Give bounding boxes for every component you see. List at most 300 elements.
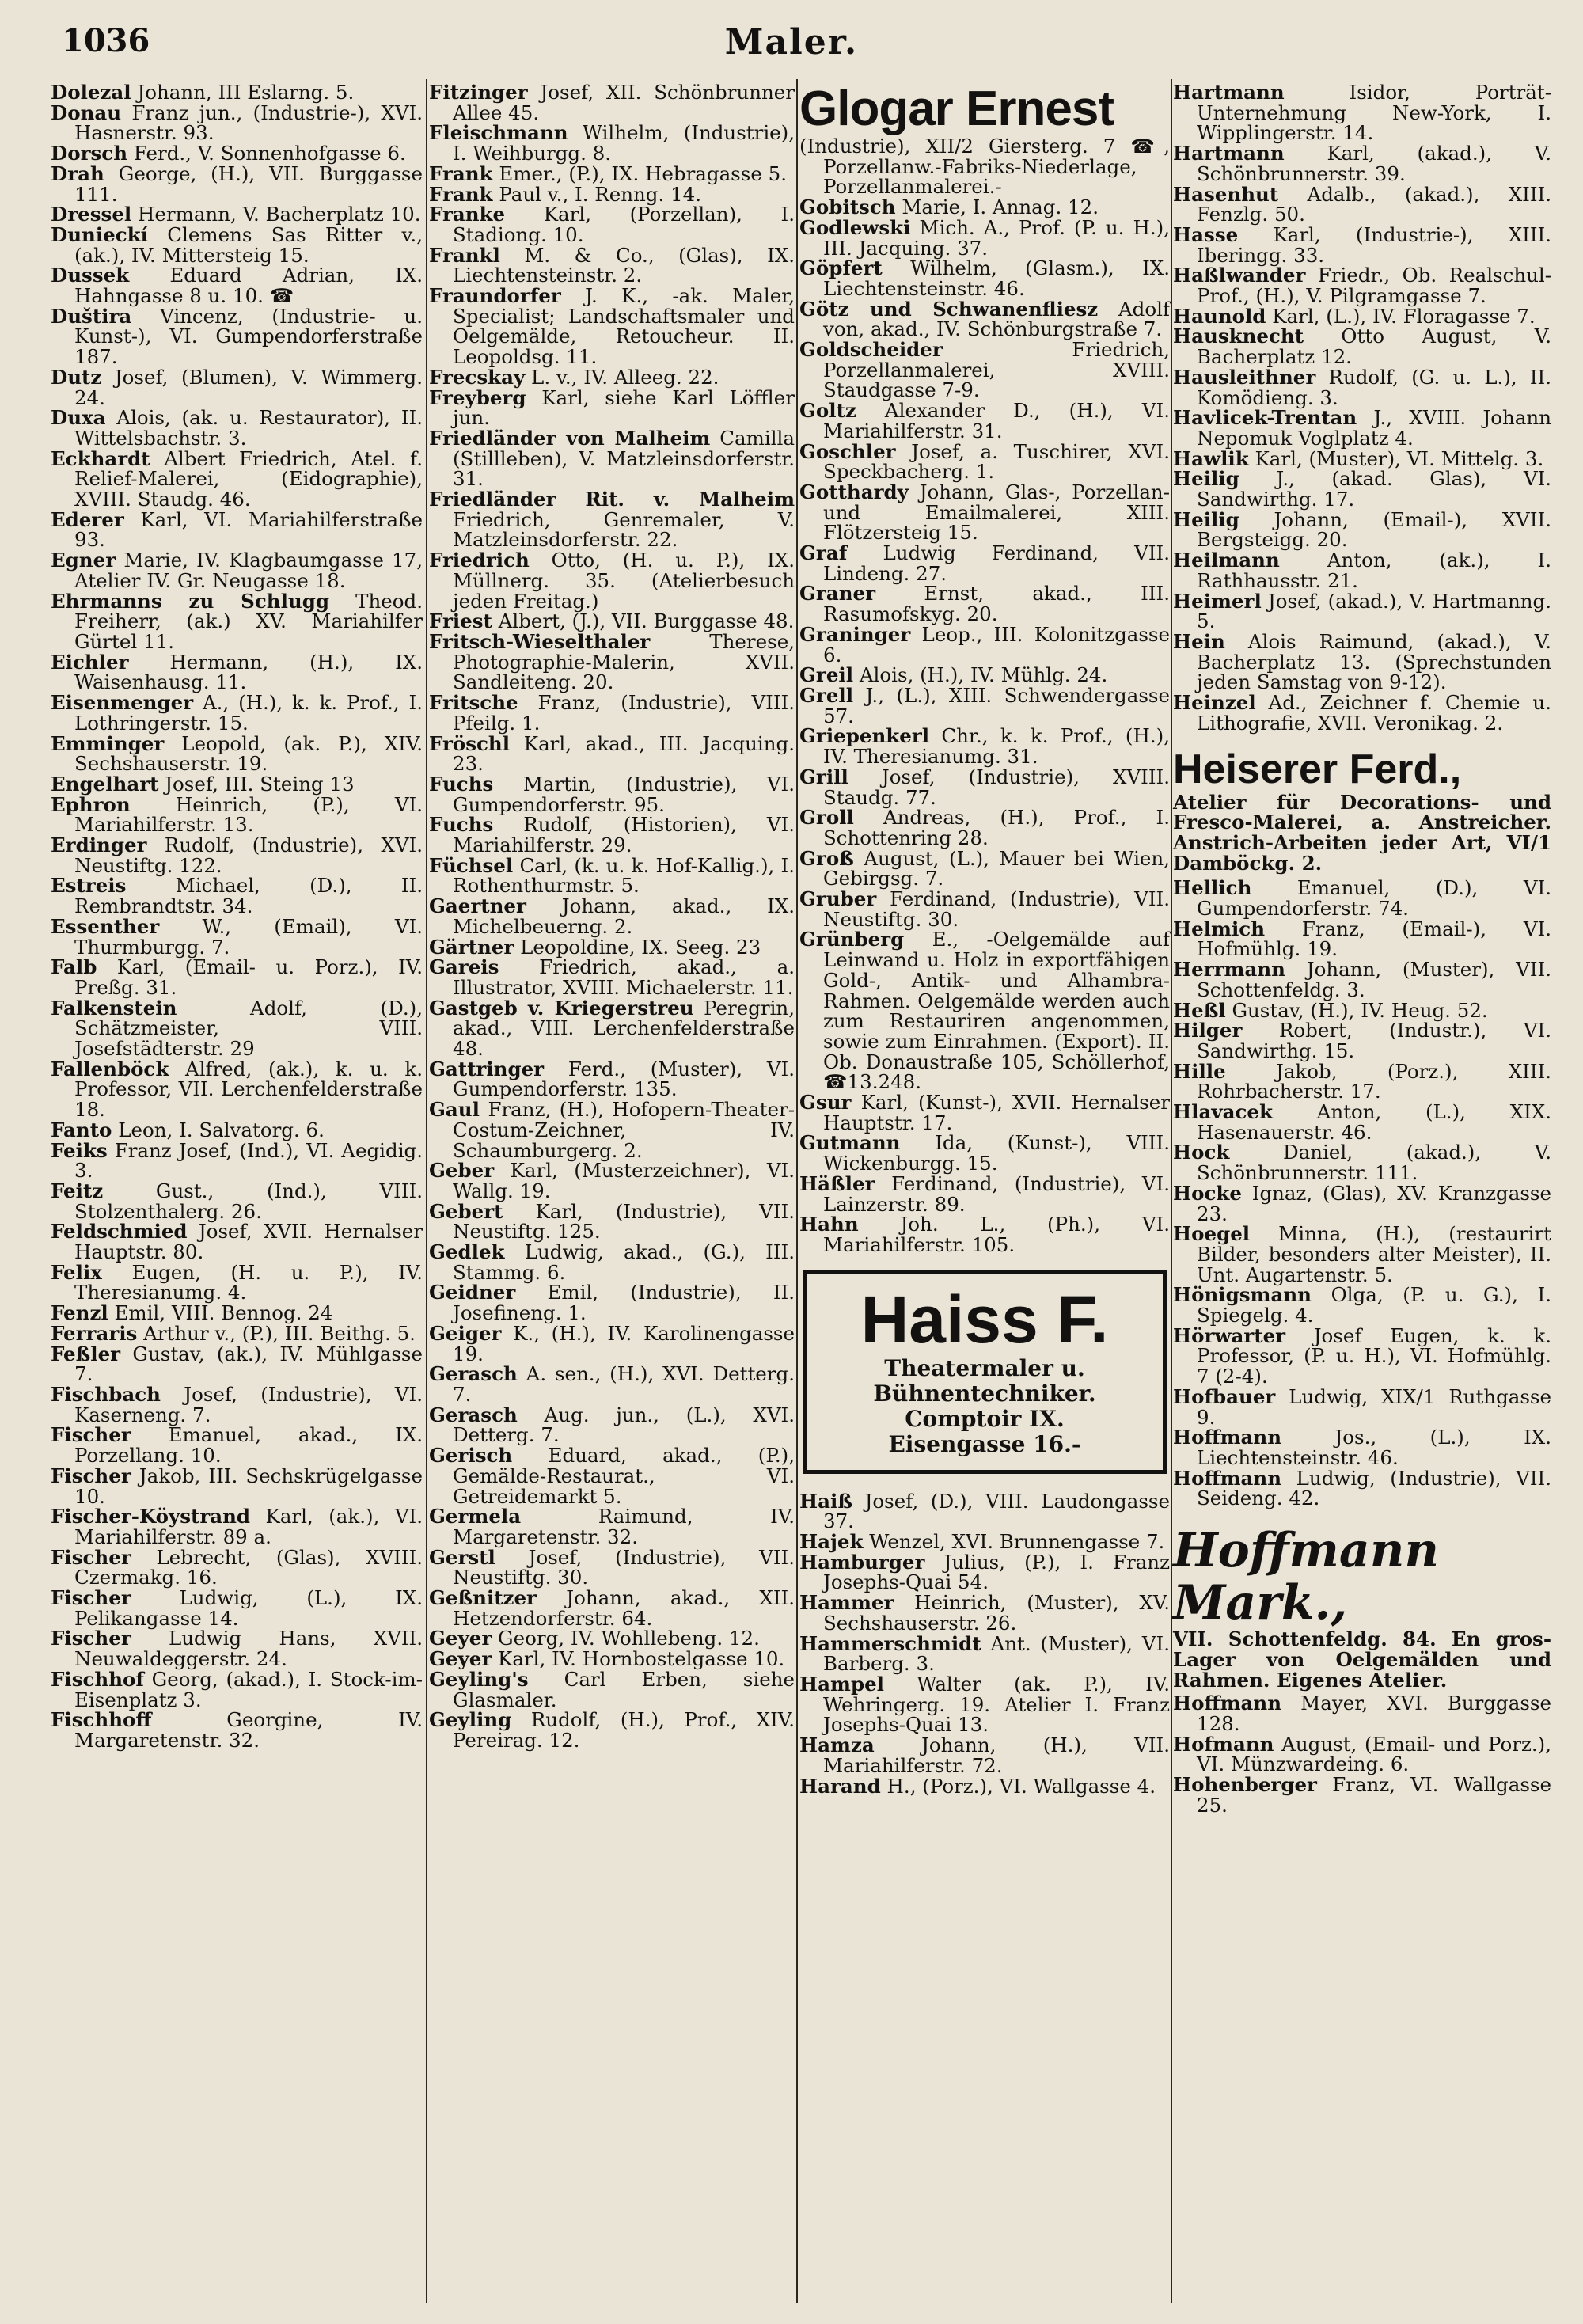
- column-3: [799, 82, 1170, 1796]
- directory-entry: [1173, 1693, 1551, 1734]
- entry-details: Heinrich, (P.), VI. Mariahilferstr. 13.: [74, 792, 423, 837]
- entry-details: Johann, III Eslarng. 5.: [131, 81, 355, 104]
- entry-details: Eugen, (H. u. P.), IV. Theresianumg. 4.: [74, 1260, 423, 1304]
- ad-haiss-line1: Theatermaler u. Bühnentechniker. Comptoir IX.: [873, 1354, 1096, 1432]
- entry-name: Grill: [799, 765, 848, 788]
- entry-name: Füchsel: [429, 853, 514, 877]
- directory-entry: [429, 998, 795, 1059]
- entry-name: Hörwarter: [1173, 1323, 1286, 1347]
- directory-entry: [51, 792, 423, 837]
- directory-entry: [429, 367, 795, 388]
- entry-details: Karl, (ak.), VI. Mariahilferstr. 89 a.: [74, 1505, 423, 1548]
- entry-details: Rudolf, (G. u. L.), II. Komödieng. 3.: [1197, 365, 1551, 409]
- entry-details: Ignaz, (Glas), XV. Kranzgasse 23.: [1197, 1181, 1551, 1225]
- entry-details: Chr., k. k. Prof., (H.), IV. Theresianumg. 31.: [823, 724, 1170, 769]
- entry-name: Gsur: [799, 1091, 852, 1115]
- entry-details: W., (Email), VI. Thurmburgg. 7.: [74, 914, 423, 959]
- entry-details: Albert, (J.), VII. Burggasse 48.: [492, 609, 795, 633]
- directory-entry: [429, 82, 795, 123]
- directory-entry: [1173, 469, 1551, 509]
- directory-entry: [799, 1133, 1170, 1173]
- entry-name: Hahn: [799, 1213, 859, 1236]
- ad-hoffmann-title: Hoffmann Mark.,: [1173, 1523, 1439, 1631]
- directory-entry: [51, 550, 423, 590]
- entry-details: Emil, (Industrie), II. Josefineng. 1.: [453, 1281, 795, 1325]
- entry-name: Haunold: [1173, 304, 1266, 328]
- directory-entry: [799, 543, 1170, 583]
- entry-name: Groll: [799, 806, 854, 830]
- entry-name: Hilger: [1173, 1019, 1243, 1042]
- ad-heiserer: [1173, 746, 1551, 874]
- entry-name: Fenzl: [51, 1301, 108, 1325]
- directory-entry: [429, 1547, 795, 1588]
- directory-entry: [1173, 876, 1551, 921]
- entry-name: Fanto: [51, 1118, 112, 1141]
- entry-name: Hönigsmann: [1173, 1283, 1312, 1307]
- entry-details: Ludwig, XIX/1 Ruthgasse 9.: [1197, 1384, 1551, 1429]
- directory-entry: [1173, 1183, 1551, 1224]
- entry-name: Emminger: [51, 731, 165, 755]
- directory-entry: [799, 1491, 1170, 1532]
- entry-details: Friedrich, Porzellanmalerei, XVIII. Staudgasse 7-9.: [823, 338, 1170, 402]
- directory-entry: [799, 1532, 1170, 1552]
- entry-name: Gastgeb v. Kriegerstreu: [429, 996, 694, 1020]
- entry-name: Heßl: [1173, 998, 1226, 1022]
- entry-name: Hofmann: [1173, 1732, 1274, 1756]
- entry-name: Hoffmann: [1173, 1692, 1282, 1715]
- entry-details: (Industrie), XII/2 Giersterg. 7 ☎, Porzellanw.-Fabriks-Niederlage, Porzellanmalerei.-: [799, 135, 1170, 199]
- entry-details: Josef, (Industrie), XVIII. Staudg. 77.: [823, 765, 1170, 809]
- directory-entry: [51, 875, 423, 916]
- entry-details: Franz, (H.), Hofopern-Theater-Costum-Zeichner, IV. Schaumburgerg. 2.: [453, 1098, 795, 1162]
- entry-name: Heinzel: [1173, 691, 1256, 715]
- entry-details: Ludwig, akad., (G.), III. Stammg. 6.: [453, 1240, 795, 1284]
- directory-entry: [1173, 265, 1551, 306]
- entry-details: Georgine, IV. Margaretenstr. 32.: [74, 1708, 423, 1752]
- directory-entry: [51, 731, 423, 776]
- entry-details: Leop., III. Kolonitzgasse 6.: [823, 622, 1170, 666]
- entry-details: Franz jun., (Industrie-), XVI. Hasnerstr. 93.: [74, 101, 423, 145]
- directory-entry: [51, 591, 423, 652]
- directory-entry: [51, 265, 423, 306]
- entry-name: Fuchs: [429, 772, 494, 796]
- entry-details: Franz, VI. Wallgasse 25.: [1197, 1773, 1551, 1817]
- entry-details: Ferd., (Muster), VI. Gumpendorferstr. 135.: [453, 1057, 795, 1101]
- entry-details: Ludwig, (L.), IX. Pelikangasse 14.: [74, 1586, 423, 1630]
- directory-entry: [51, 652, 423, 693]
- directory-entry: [429, 815, 795, 855]
- entry-details: J. K., -ak. Maler, Specialist; Landschaftsmaler und Oelgemälde, Retoucheur. II. Leopoldsg. 11.: [453, 284, 795, 369]
- directory-entry: [51, 1120, 423, 1141]
- directory-entry: [51, 1588, 423, 1628]
- directory-entry: [799, 439, 1170, 484]
- directory-entry: [1173, 1102, 1551, 1142]
- entry-name: Eisenmenger: [51, 691, 194, 715]
- entry-name: Egner: [51, 549, 116, 572]
- directory-entry: [51, 82, 423, 103]
- entry-details: Camilla (Stillleben), V. Matzleinsdorferstr. 31.: [453, 426, 795, 491]
- entry-details: Karl, (Muster), VI. Mittelg. 3.: [1248, 446, 1544, 470]
- entry-details: Franz, (Email-), VI. Hofmühlg. 19.: [1197, 917, 1551, 961]
- entry-details: Adolf, (D.), Schätzmeister, VIII. Josefstädterstr. 29: [74, 996, 423, 1061]
- directory-entry: [799, 1631, 1170, 1676]
- entry-details: Josef, (akad.), V. Hartmanng. 5.: [1197, 589, 1551, 633]
- entry-name: Hampel: [799, 1673, 884, 1696]
- directory-entry: [51, 1710, 423, 1750]
- entry-details: Eduard Adrian, IX. Hahngasse 8 u. 10. ☎: [74, 264, 423, 308]
- ad-hoffmann: [1173, 1525, 1551, 1690]
- entry-name: Fischer: [51, 1586, 131, 1610]
- directory-entry: [1173, 1734, 1551, 1775]
- directory-entry: [51, 998, 423, 1059]
- directory-entry: [51, 103, 423, 143]
- directory-entry: [799, 1171, 1170, 1216]
- entry-name: Hoffmann: [1173, 1426, 1282, 1449]
- entry-name: Gerstl: [429, 1545, 495, 1569]
- entry-details: Wilhelm, (Industrie), I. Weihburgg. 8.: [453, 121, 795, 165]
- entry-name: Fritsche: [429, 691, 518, 715]
- entry-details: Ludwig Ferdinand, VII. Lindeng. 27.: [823, 541, 1170, 585]
- entry-name: Griepenkerl: [799, 724, 930, 748]
- entry-details: L. v., IV. Alleeg. 22.: [525, 365, 719, 389]
- entry-name: Göpfert: [799, 256, 883, 280]
- ad-haiss-title: Haiss F.: [860, 1282, 1109, 1357]
- directory-entry: [429, 1506, 795, 1547]
- directory-entry: [51, 774, 423, 795]
- entry-details: Robert, (Industr.), VI. Sandwirthg. 15.: [1197, 1019, 1551, 1062]
- entry-details: Otto, (H. u. P.), IX. Müllnerg. 35. (Atelierbesuch jeden Freitag.): [453, 549, 795, 613]
- entry-name: Haiß: [799, 1489, 852, 1513]
- entry-details: Alois, (H.), IV. Mühlg. 24.: [853, 663, 1108, 687]
- directory-entry: [799, 846, 1170, 890]
- entry-details: J., (akad. Glas), VI. Sandwirthg. 17.: [1197, 467, 1551, 511]
- directory-entry: [1173, 919, 1551, 959]
- entry-name: Gerasch: [429, 1362, 518, 1386]
- entry-name: Feiks: [51, 1138, 108, 1162]
- directory-entry: [429, 161, 795, 185]
- entry-details: Hermann, (H.), IX. Waisenhausg. 11.: [74, 650, 423, 694]
- directory-entry: [1173, 1061, 1551, 1102]
- directory-entry: [429, 693, 795, 733]
- entry-details: Adolf von, akad., IV. Schönburgstraße 7.: [823, 297, 1171, 341]
- entry-details: Mayer, XVI. Burggasse 128.: [1197, 1692, 1551, 1735]
- entry-name: Hajek: [799, 1530, 864, 1554]
- directory-entry: [429, 245, 795, 286]
- directory-entry: [1173, 1468, 1551, 1509]
- directory-entry: [429, 428, 795, 489]
- entry-name: Hausleithner: [1173, 365, 1316, 389]
- entry-details: Johann, (Muster), VII. Schottenfeldg. 3.: [1197, 958, 1551, 1001]
- entry-name: Goschler: [799, 439, 896, 463]
- entry-details: Raimund, IV. Margaretenstr. 32.: [453, 1505, 795, 1548]
- directory-entry: [799, 136, 1170, 197]
- directory-entry: [429, 1364, 795, 1404]
- directory-entry: [1173, 446, 1551, 470]
- entry-name: Gärtner: [429, 935, 514, 959]
- entry-name: Götz und Schwanenfliesz: [799, 297, 1099, 321]
- entry-details: Josef, (Industrie), VII. Neustiftg. 30.: [453, 1545, 795, 1589]
- directory-entry: [799, 665, 1170, 685]
- entry-details: Mich. A., Prof. (P. u. H.), III. Jacquing. 37.: [823, 215, 1170, 260]
- directory-entry: [51, 204, 423, 225]
- entry-name: Hoegel: [1173, 1222, 1251, 1246]
- entry-name: Geyer: [429, 1647, 492, 1671]
- directory-entry: [429, 896, 795, 936]
- ad-heiserer-text: Atelier für Decorations- und Fresco-Malerei, a. Anstreicher. Anstrich-Arbeiten jeder Art, VI/1 Damböckg. 2.: [1173, 790, 1551, 875]
- directory-entry: [51, 1323, 423, 1344]
- directory-entry: [799, 1593, 1170, 1633]
- directory-entry: [1173, 325, 1551, 369]
- directory-entry: [799, 583, 1170, 624]
- entry-name: Freyberg: [429, 385, 526, 409]
- directory-entry: [1173, 1285, 1551, 1325]
- entry-details: Friedrich, Genremaler, V. Matzleinsdorferstr. 22.: [453, 507, 795, 552]
- entry-details: Ferdinand, (Industrie), VII. Neustiftg. 30.: [823, 887, 1170, 931]
- entry-details: Olga, (P. u. G.), I. Spiegelg. 4.: [1197, 1283, 1551, 1327]
- entry-details: Peregrin, akad., VIII. Lerchenfelderstraße 48.: [453, 996, 795, 1061]
- entry-details: Michael, (D.), II. Rembrandtstr. 34.: [74, 874, 423, 918]
- entry-name: Hamburger: [799, 1550, 925, 1574]
- entry-name: Hlavacek: [1173, 1100, 1273, 1124]
- directory-entry: [429, 853, 795, 898]
- entry-name: Graf: [799, 541, 848, 565]
- directory-entry: [51, 1260, 423, 1304]
- entry-name: Gedlek: [429, 1240, 505, 1264]
- entry-name: Hock: [1173, 1141, 1230, 1164]
- entry-name: Geber: [429, 1159, 495, 1183]
- entry-details: Josef, XVII. Hernalser Hauptstr. 80.: [74, 1220, 423, 1264]
- directory-entry: [51, 1344, 423, 1384]
- entry-name: Geyling: [429, 1708, 512, 1732]
- entry-name: Ephron: [51, 792, 131, 816]
- column-rule: [1171, 79, 1172, 2303]
- directory-entry: [429, 1445, 795, 1506]
- entry-name: Friedländer von Malheim: [429, 426, 711, 450]
- entry-details: J., (L.), XIII. Schwendergasse 57.: [823, 683, 1170, 727]
- directory-entry: [429, 731, 795, 776]
- entry-name: Heilig: [1173, 467, 1239, 491]
- entry-name: Hartmann: [1173, 142, 1285, 165]
- entry-details: Jakob, (Porz.), XIII. Rohrbacherstr. 17.: [1197, 1059, 1551, 1103]
- entry-name: Hartmann: [1173, 81, 1285, 104]
- column-4: [1173, 82, 1551, 1815]
- entry-name: Häßler: [799, 1171, 875, 1195]
- entry-name: Felix: [51, 1260, 102, 1284]
- entry-details: George, (H.), VII. Burggasse 111.: [74, 161, 423, 206]
- entry-details: Anton, (L.), XIX. Hasenauerstr. 46.: [1197, 1100, 1551, 1144]
- entry-name: Hohenberger: [1173, 1773, 1317, 1797]
- entry-details: Alois, (ak. u. Restaurator), II. Wittelsbachstr. 3.: [74, 406, 423, 450]
- directory-entry: [51, 1423, 423, 1468]
- directory-entry: [1173, 507, 1551, 552]
- directory-entry: [429, 1649, 795, 1669]
- directory-entry: [1173, 959, 1551, 1000]
- entry-details: Karl, akad., III. Jacquing. 23.: [453, 731, 795, 776]
- entry-name: Graner: [799, 582, 876, 606]
- entry-details: Ludwig Hans, XVII. Neuwaldeggerstr. 24.: [74, 1627, 423, 1671]
- entry-details: Alfred, (ak.), k. u. k. Professor, VII. Lerchenfelderstraße 18.: [74, 1057, 423, 1122]
- directory-entry: [51, 957, 423, 997]
- entry-name: Duštira: [51, 304, 132, 328]
- entry-name: Hille: [1173, 1059, 1226, 1083]
- entry-details: Karl, siehe Karl Löffler jun.: [453, 385, 795, 430]
- entry-details: Josef, (Blumen), V. Wimmerg. 24.: [74, 365, 423, 409]
- directory-entry: [1173, 367, 1551, 408]
- directory-entry: [799, 929, 1170, 1092]
- entry-details: August, (Email- und Porz.), VI. Münzwardeing. 6.: [1197, 1732, 1551, 1776]
- entry-name: Friest: [429, 609, 492, 633]
- entry-name: Ferraris: [51, 1321, 138, 1345]
- entry-name: Geyer: [429, 1627, 492, 1650]
- entry-name: Feldschmied: [51, 1220, 188, 1244]
- entry-details: Eduard, akad., (P.), Gemälde-Restaurat., VI. Getreidemarkt 5.: [453, 1444, 795, 1508]
- entry-name: Havlicek-Trentan: [1173, 406, 1357, 430]
- entry-details: E., -Oelgemälde auf Leinwand u. Holz in exportfähigen Gold-, Antik- und Alhambra-Rahmen. Oelgemälde werden auch zum Restauriren angenommen, sowie zum Einrahmen. (Export). II. Ob. Donaustraße 105, Schöllerhof, ☎13.248.: [823, 928, 1170, 1094]
- entry-details: Josef Eugen, k. k. Professor, (P. u. H.), VI. Hofmühlg. 7 (2-4).: [1197, 1323, 1551, 1388]
- entry-name: Geyling's: [429, 1667, 529, 1691]
- entry-details: Walter (ak. P.), IV. Wehringerg. 19. Atelier I. Franz Josephs-Quai 13.: [823, 1673, 1170, 1737]
- entry-name: Germela: [429, 1505, 522, 1528]
- directory-entry: [429, 204, 795, 245]
- entry-name: Gerasch: [429, 1403, 518, 1426]
- entry-details: Johann, Glas-, Porzellan- und Emailmalerei, XIII. Flötzersteig 15.: [823, 480, 1170, 545]
- entry-name: Eckhardt: [51, 446, 150, 470]
- ad-glogar: [799, 82, 1170, 136]
- entry-details: Carl Erben, siehe Glasmaler.: [453, 1667, 795, 1711]
- entry-name: Erdinger: [51, 834, 147, 857]
- directory-entry: [51, 306, 423, 367]
- entry-name: Frankl: [429, 243, 500, 267]
- directory-entry: [429, 1242, 795, 1282]
- entry-details: Karl, (Kunst-), XVII. Hernalser Hauptstr. 17.: [823, 1091, 1170, 1134]
- entry-name: Heilmann: [1173, 549, 1280, 572]
- directory-entry: [799, 1214, 1170, 1255]
- entry-name: Fallenböck: [51, 1057, 169, 1080]
- directory-entry: [799, 258, 1170, 298]
- entry-details: Clemens Sas Ritter v., (ak.), IV. Mittersteig 15.: [74, 222, 423, 267]
- entry-name: Fischer-Köystrand: [51, 1505, 251, 1528]
- directory-entry: [429, 1099, 795, 1160]
- entry-name: Fröschl: [429, 731, 511, 755]
- entry-name: Gutmann: [799, 1131, 901, 1155]
- entry-details: Gustav, (H.), IV. Heug. 52.: [1225, 998, 1488, 1022]
- entry-details: Hermann, V. Bacherplatz 10.: [131, 203, 421, 226]
- entry-name: Gobitsch: [799, 196, 896, 219]
- entry-name: Gaul: [429, 1098, 480, 1122]
- entry-name: Hoffmann: [1173, 1466, 1282, 1490]
- entry-name: Grünberg: [799, 928, 905, 951]
- directory-entry: [799, 889, 1170, 929]
- directory-entry: [429, 1710, 795, 1750]
- entry-name: Fischer: [51, 1545, 131, 1569]
- directory-entry: [429, 611, 795, 632]
- directory-entry: [429, 1588, 795, 1628]
- entry-details: Daniel, (akad.), V. Schönbrunnerstr. 111.: [1197, 1141, 1551, 1185]
- entry-name: Hausknecht: [1173, 325, 1304, 348]
- entry-name: Hocke: [1173, 1181, 1242, 1205]
- entry-name: Feßler: [51, 1342, 121, 1365]
- entry-details: Karl, (Musterzeichner), VI. Wallg. 19.: [453, 1159, 795, 1202]
- entry-details: Emer., (P.), IX. Hebragasse 5.: [492, 161, 787, 185]
- directory-entry: [799, 685, 1170, 726]
- directory-entry: [429, 1405, 795, 1445]
- ad-hoffmann-text: VII. Schottenfeldg. 84. En gros-Lager von Oelgemälden und Rahmen. Eigenes Atelier.: [1173, 1627, 1551, 1692]
- directory-entry: [799, 401, 1170, 441]
- column-2: [429, 82, 795, 1751]
- entry-details: A., (H.), k. k. Prof., I. Lothringerstr. 15.: [74, 691, 423, 735]
- entry-name: Hofbauer: [1173, 1384, 1276, 1408]
- entry-name: Gotthardy: [799, 480, 909, 503]
- entry-name: Drah: [51, 161, 104, 185]
- entry-details: Josef, XII. Schönbrunner Allee 45.: [453, 81, 795, 124]
- entry-details: Wenzel, XVI. Brunnengasse 7.: [863, 1530, 1165, 1554]
- directory-entry: [51, 367, 423, 408]
- entry-details: Adalb., (akad.), XIII. Fenzlg. 50.: [1197, 182, 1551, 226]
- directory-entry: [1173, 591, 1551, 632]
- entry-name: Herrmann: [1173, 958, 1285, 982]
- entry-details: Karl, (Email- u. Porz.), IV. Preßg. 31.: [74, 955, 423, 999]
- entry-name: Fischer: [51, 1423, 131, 1447]
- entry-details: Karl, (akad.), V. Schönbrunnerstr. 39.: [1197, 142, 1551, 185]
- column-1: [51, 82, 423, 1751]
- entry-details: Georg, IV. Wohllebeng. 12.: [492, 1627, 760, 1650]
- directory-entry: [429, 1059, 795, 1099]
- entry-details: Johann, akad., XII. Hetzendorferstr. 64.: [453, 1586, 795, 1630]
- directory-entry: [799, 340, 1170, 401]
- entry-details: Heinrich, (Muster), XV. Sechshauserstr. 26.: [823, 1591, 1170, 1635]
- entry-details: Ad., Zeichner f. Chemie u. Lithografie, XVII. Veronikag. 2.: [1197, 691, 1551, 735]
- entry-name: Donau: [51, 101, 122, 124]
- entry-details: Isidor, Porträt-Unternehmung New-York, I. Wipplingerstr. 14.: [1197, 81, 1551, 145]
- entry-details: Minna, (H.), (restaurirt Bilder, besonders alter Meister), II. Unt. Augartenstr. 5.: [1197, 1222, 1551, 1286]
- entry-name: Frank: [429, 182, 493, 206]
- entry-details: Ernst, akad., III. Rasumofskyg. 20.: [823, 582, 1170, 626]
- entry-name: Hamza: [799, 1734, 875, 1757]
- entry-details: J., XVIII. Johann Nepomuk Voglplatz 4.: [1197, 406, 1551, 450]
- entry-name: Fitzinger: [429, 81, 528, 104]
- entry-details: Gustav, (ak.), IV. Mühlgasse 7.: [74, 1342, 423, 1386]
- entry-details: H., (Porz.), VI. Wallgasse 4.: [880, 1774, 1156, 1798]
- entry-details: Emanuel, akad., IX. Porzellang. 10.: [74, 1423, 423, 1468]
- entry-details: Jos., (L.), IX. Liechtensteinstr. 46.: [1197, 1426, 1551, 1469]
- directory-entry: [51, 1138, 423, 1183]
- entry-details: K., (H.), IV. Karolinengasse 19.: [453, 1321, 795, 1365]
- directory-entry: [1173, 550, 1551, 590]
- directory-entry: [799, 1776, 1170, 1797]
- entry-details: Wilhelm, (Glasm.), IX. Liechtensteinstr. 46.: [823, 256, 1170, 300]
- entry-name: Haßlwander: [1173, 264, 1306, 287]
- entry-name: Hammerschmidt: [799, 1631, 981, 1655]
- entry-details: Joh. L., (Ph.), VI. Mariahilferstr. 105.: [823, 1213, 1170, 1256]
- entry-name: Gattringer: [429, 1057, 545, 1080]
- entry-name: Gaertner: [429, 894, 526, 918]
- directory-entry: [51, 408, 423, 448]
- entry-name: Gebert: [429, 1199, 503, 1223]
- directory-entry: [51, 835, 423, 875]
- directory-entry: [429, 385, 795, 430]
- entry-name: Fischhof: [51, 1667, 144, 1691]
- entry-details: Ludwig, (Industrie), VII. Seideng. 42.: [1197, 1466, 1551, 1510]
- directory-entry: [51, 1221, 423, 1262]
- directory-entry: [51, 914, 423, 959]
- entry-name: Heimerl: [1173, 589, 1262, 613]
- directory-entry: [799, 622, 1170, 666]
- entry-name: Hammer: [799, 1591, 894, 1615]
- directory-entry: [1173, 1142, 1551, 1183]
- entry-details: Rudolf, (Industrie), XVI. Neustiftg. 122.: [74, 834, 423, 877]
- entry-name: Essenther: [51, 914, 160, 938]
- entry-details: Arthur v., (P.), III. Beithg. 5.: [137, 1321, 416, 1345]
